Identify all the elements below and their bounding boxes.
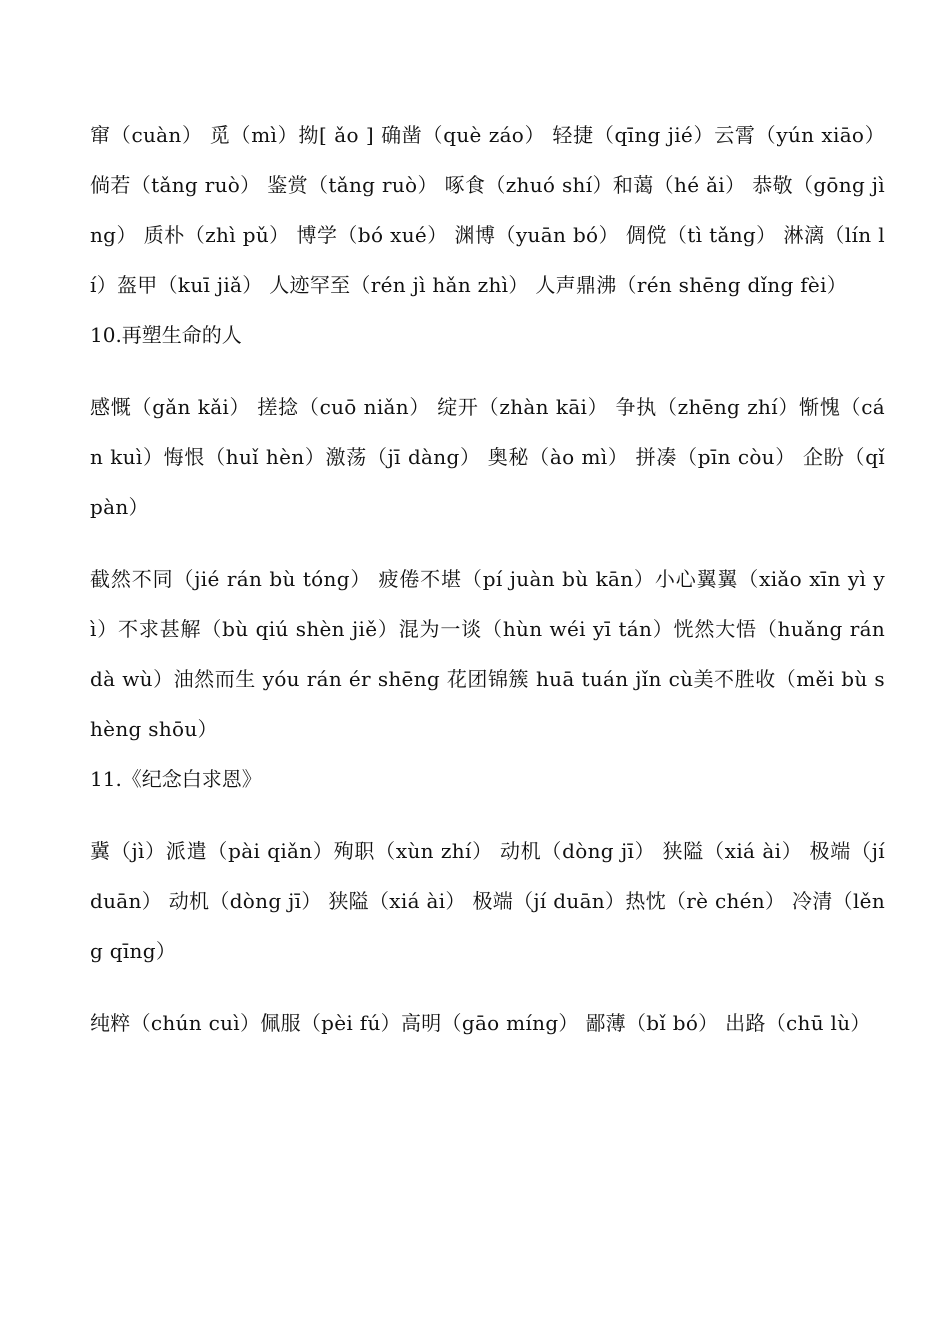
vocab-paragraph-4: 冀（jì）派遣（pài qiǎn）殉职（xùn zhí） 动机（dòng jī） 狭隘（xiá ài） 极端（jí duān） 动机（dòng jī） 狭隘（xiá ài） 极端（jí duān）热忱（rè chén） 冷清（lěng qīng） [90, 839, 885, 963]
section-heading-10: 10.再塑生命的人 [90, 323, 242, 347]
section-heading-11: 11.《纪念白求恩》 [90, 767, 262, 791]
vocab-paragraph-1: 窜（cuàn） 觅（mì）拗[ ǎo ] 确凿（què záo） 轻捷（qīng jié）云霄（yún xiāo） 倘若（tǎng ruò） 鉴赏（tǎng ruò） 啄食（zhuó shí）和蔼（hé ǎi） 恭敬（gōng jìng） 质朴（zhì pǔ） 博学（bó xué） 渊博（yuān bó） 倜傥（tì tǎng） 淋漓（lín lí）盔甲（kuī jiǎ） 人迹罕至（rén jì hǎn zhì） 人声鼎沸（rén shēng dǐng fèi） [90, 123, 885, 297]
vocab-paragraph-3: 截然不同（jié rán bù tóng） 疲倦不堪（pí juàn bù kān）小心翼翼（xiǎo xīn yì yì）不求甚解（bù qiú shèn jiě）混为一谈（hùn wéi yī tán）恍然大悟（huǎng rán dà wù）油然而生 yóu rán ér shēng 花团锦簇 huā tuán jǐn cù美不胜收（měi bù shèng shōu） [90, 567, 885, 741]
vocab-paragraph-2: 感慨（gǎn kǎi） 搓捻（cuō niǎn） 绽开（zhàn kāi） 争执（zhēng zhí）惭愧（cán kuì）悔恨（huǐ hèn）激荡（jī dàng） 奥秘（ào mì） 拼凑（pīn còu） 企盼（qǐ pàn） [90, 395, 885, 519]
document-page [90, 110, 885, 1048]
vocab-paragraph-5: 纯粹（chún cuì）佩服（pèi fú）高明（gāo míng） 鄙薄（bǐ bó） 出路（chū lù） [90, 1011, 871, 1035]
